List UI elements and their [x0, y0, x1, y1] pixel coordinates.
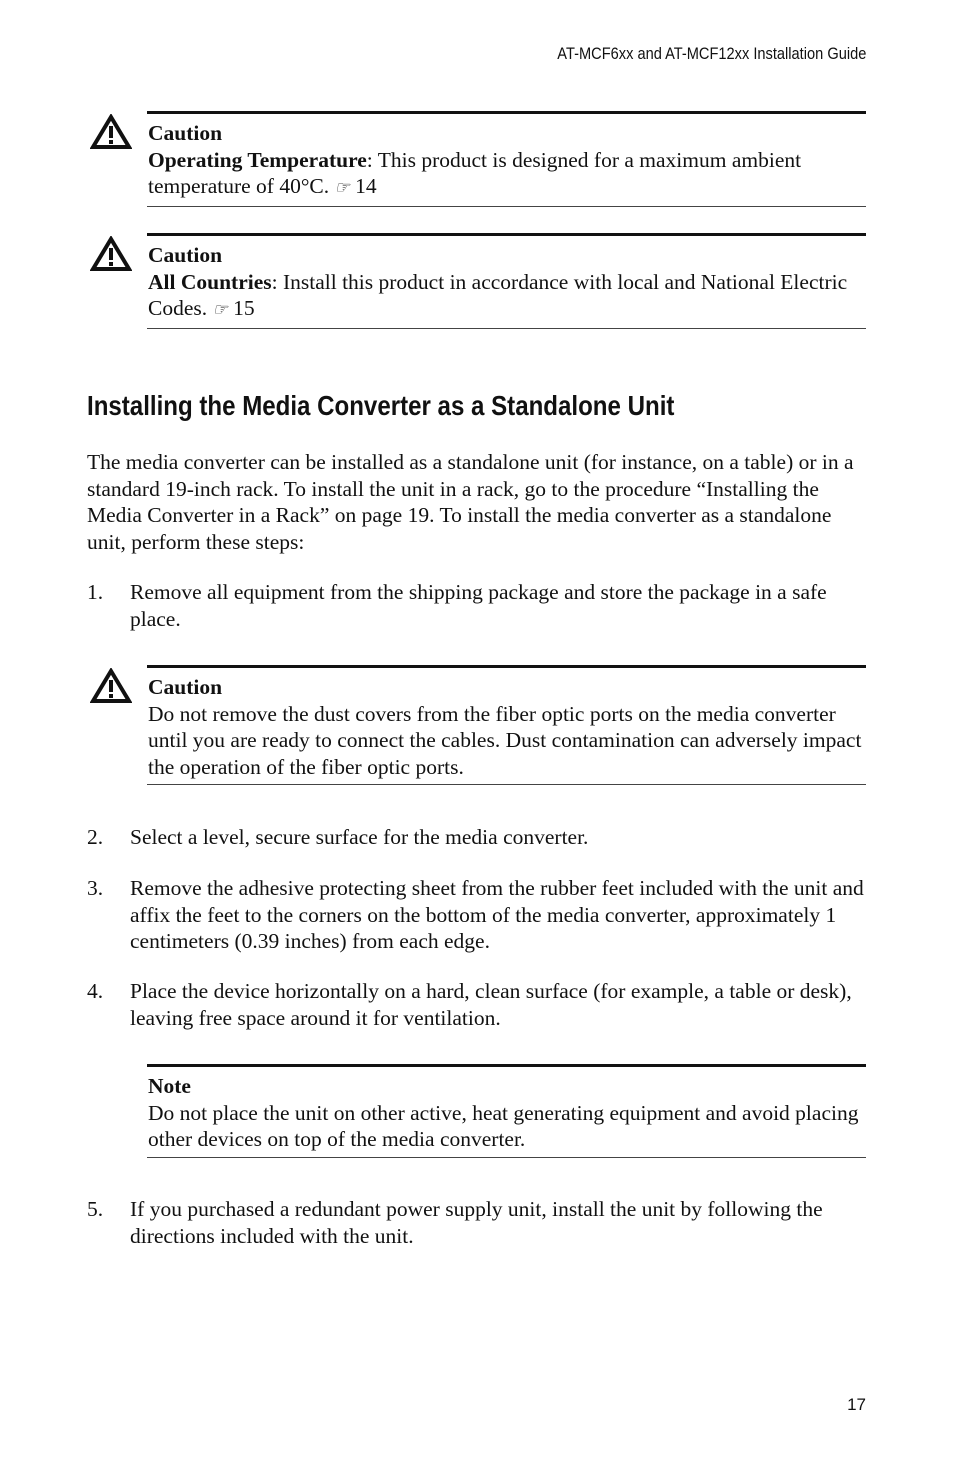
page-number: 17: [847, 1395, 866, 1414]
step-number: 4.: [87, 979, 104, 1003]
caution-text: : Install this product in accordance with local and National Electric Codes.: [148, 269, 848, 320]
step-item: [87, 978, 867, 1031]
note-box: [147, 1064, 866, 1158]
step-number: 5.: [87, 1197, 104, 1221]
step-text: Select a level, secure surface for the media converter.: [130, 825, 589, 849]
caution-text: Do not remove the dust covers from the fiber optic ports on the media converter until you are ready to connect the cables. Dust contamination can adversely impact the operation of the fiber optic ports.: [148, 701, 862, 779]
caution-box-temperature: [147, 111, 866, 207]
translation-reference-number: 14: [355, 174, 377, 198]
caution-text: : This product is designed for a maximum ambient temperature of 40°C.: [148, 147, 802, 198]
step-item: [87, 1196, 867, 1249]
note-title: Note: [148, 1074, 191, 1098]
step-number: 3.: [87, 876, 104, 900]
note-text: Do not place the unit on other active, heat generating equipment and avoid placing other devices on top of the media converter.: [148, 1100, 859, 1151]
step-item: [87, 875, 867, 955]
translation-reference-number: 15: [233, 296, 255, 320]
step-text: Place the device horizontally on a hard, clean surface (for example, a table or desk), leaving free space around it for ventilation.: [130, 979, 852, 1030]
translation-reference-icon: ☞: [212, 300, 228, 319]
caution-title: Caution: [148, 121, 223, 145]
caution-subject: All Countries: [148, 269, 272, 294]
caution-box-countries: [147, 233, 866, 329]
warning-icon: [90, 668, 132, 704]
intro-paragraph: The media converter can be installed as a standalone unit (for instance, on a table) or in a standard 19-inch rack. To install the unit in a rack, go to the procedure “Installing the Media Converter in a Rack” on page 19. To install the media converter as a standalone unit, perform these steps:: [87, 450, 854, 554]
step-text: If you purchased a redundant power supply unit, install the unit by following the directions included with the unit.: [130, 1197, 823, 1248]
caution-title: Caution: [148, 243, 223, 267]
step-item: [87, 579, 867, 632]
step-number: 1.: [87, 580, 104, 604]
caution-title: Caution: [148, 675, 223, 699]
step-text: Remove all equipment from the shipping package and store the package in a safe place.: [130, 580, 827, 631]
warning-icon: [90, 236, 132, 272]
step-text: Remove the adhesive protecting sheet from the rubber feet included with the unit and affix the feet to the corners on the bottom of the media converter, approximately 1 centimeters (0.39 inches) from each edge.: [130, 876, 864, 953]
warning-icon: [90, 114, 132, 150]
caution-box-dust-covers: [147, 665, 866, 785]
translation-reference-icon: ☞: [334, 178, 350, 197]
step-number: 2.: [87, 825, 104, 849]
section-heading: Installing the Media Converter as a Standalone Unit: [87, 390, 675, 421]
running-header: AT-MCF6xx and AT-MCF12xx Installation Guide: [556, 44, 866, 63]
step-item: [87, 824, 867, 851]
caution-subject: Operating Temperature: [148, 147, 367, 172]
